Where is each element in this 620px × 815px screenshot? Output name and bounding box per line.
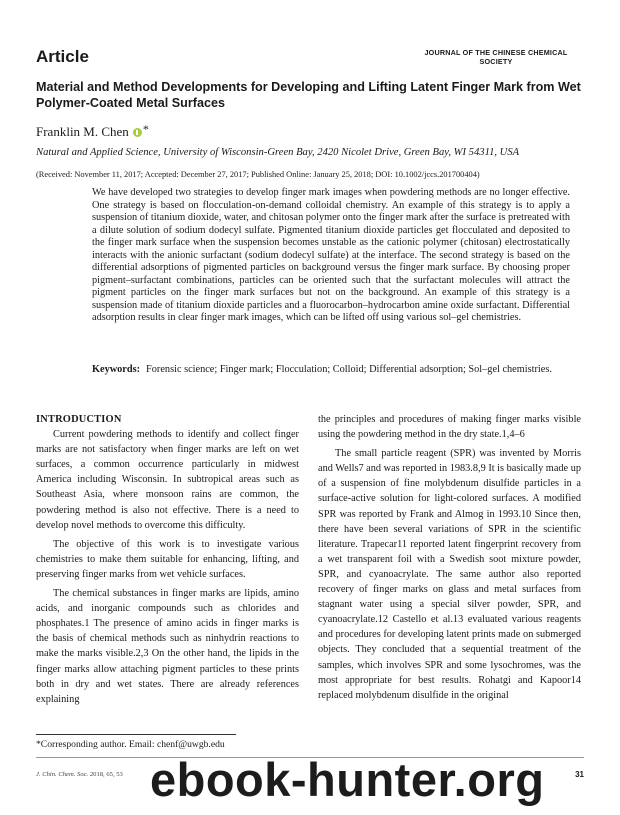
right-column — [318, 412, 581, 707]
section-heading-introduction: INTRODUCTION — [36, 414, 122, 425]
journal-name: JOURNAL OF THE CHINESE CHEMICAL SOCIETY — [424, 48, 568, 66]
author-name: Franklin M. Chen — [36, 124, 129, 139]
journal-abbreviation: J. Chin. Chem. Soc. — [36, 771, 89, 778]
citation-text: 2018, 65, 53 — [89, 771, 123, 778]
author-line — [36, 121, 149, 140]
left-column — [36, 412, 299, 711]
article-type-label: Article — [36, 47, 89, 66]
intro-paragraph: The small particle reagent (SPR) was invented by Morris and Wells7 and was reported in 1983.8,9 It is basically made up of a suspension of fine molybdenum disulfide particles in a surface-active solution for light-colored surfaces. A modified SPR was reported by Frank and Almog in 1993.10 Since then, there have been several variations of SPR in the scientific literature. Trapecar11 reported latent fingerprint recovery from a wet transparent foil with a Swedish soot mixture powder, SPR, and cyanoacrylate. The same author also reported recovery of finger marks on glass and metal surfaces from stagnant water using a special silver powder, SPR, and cyanoacrylate.12 Castello et al.13 evaluated various reagents and procedures for developing latent prints made on submerged objects. They concluded that a sequential treatment of the samples, which involves SPR and some lysochromes, was the most appropriate for best results. Rohatgi and Kapoor14 replaced molybdenum disulfide in the original — [318, 448, 581, 701]
intro-paragraph: The objective of this work is to investigate various chemistries to make them suitable for enhancing, lifting, and preserving finger marks from wet vehicle surfaces. — [36, 538, 299, 580]
intro-paragraph: Current powdering methods to identify and collect finger marks are not satisfactory when finger marks are left on wet surfaces, a common occurrence particularly in midwest America including Wisconsin. In subtropical areas such as Southeast Asia, where monsoon rains are common, the powdering method is also not effective. There is a need to develop novel methods to overcome this difficulty. — [36, 429, 299, 531]
keywords-label: Keywords: — [92, 364, 141, 375]
paper-title: Material and Method Developments for Developing and Lifting Latent Finger Mark from Wet Polymer-Coated Metal Surfaces — [36, 80, 581, 110]
intro-paragraph: The chemical substances in finger marks are lipids, amino acids, and inorganic compounds such as chlorides and phosphates.1 The presence of amino acids in finger marks is the basis of chemical methods such as ninhydrin reactions to make the marks visible.2,3 On the other hand, the lipids in the finger marks allow attaching pigment particles to these prints both in dry and wet states. There are already references explaining — [36, 588, 299, 705]
affiliation: Natural and Applied Science, University of Wisconsin-Green Bay, 2420 Nicolet Drive, Green Bay, WI 54311, USA — [36, 147, 520, 158]
corresponding-marker: * — [142, 121, 149, 136]
keywords-text: Forensic science; Finger mark; Flocculation; Colloid; Differential adsorption; Sol–gel chemistries. — [146, 364, 552, 375]
corresponding-author-footnote: *Corresponding author. Email: chenf@uwgb.edu — [36, 739, 225, 750]
abstract-text: We have developed two strategies to develop finger mark images when powdering methods are no longer effective. One strategy is based on flocculation-on-demand colloidal chemistry. An example of this strategy is to apply a suspension of titanium dioxide, water, and chitosan polymer onto the finger mark after the surface is pretreated with a dilute solution of sodium dodecyl sulfate. Pigmented titanium dioxide particles get flocculated and deposited to the finger mark surface when the suspension becomes unstable as the cationic polymer (chitosan) electrostatically interacts with the anionic surfactant (sodium dodecyl sulfate) at the interface. The second strategy is based on the differential adsorptions of pigmented particles on background versus the finger mark surface. By choosing proper pigment–surfactant combinations, particles can be oriented such that the surfactant molecules will attract the pigment particles on the finger mark surfaces but not on the background. An example of this strategy is a suspension made of titanium dioxide particles and a fluorocarbon–hydrocarbon amine oxide surfactant. Differential adsorption results in clear finger mark images, which can be lifted off using various sol–gel chemistries. — [92, 187, 570, 323]
abstract — [92, 187, 570, 325]
footnote-divider — [36, 734, 236, 735]
watermark-text: ebook-hunter.org — [150, 753, 545, 806]
intro-paragraph: the principles and procedures of making finger marks visible using the powdering method in the dry state.1,4–6 — [318, 414, 581, 441]
page-number: 31 — [575, 770, 584, 779]
orcid-icon[interactable] — [133, 128, 142, 137]
keywords — [92, 364, 570, 377]
publication-dates: (Received: November 11, 2017; Accepted: December 27, 2017; Published Online: January 25, 2018; DOI: 10.1002/jccs.201700404) — [36, 170, 480, 179]
